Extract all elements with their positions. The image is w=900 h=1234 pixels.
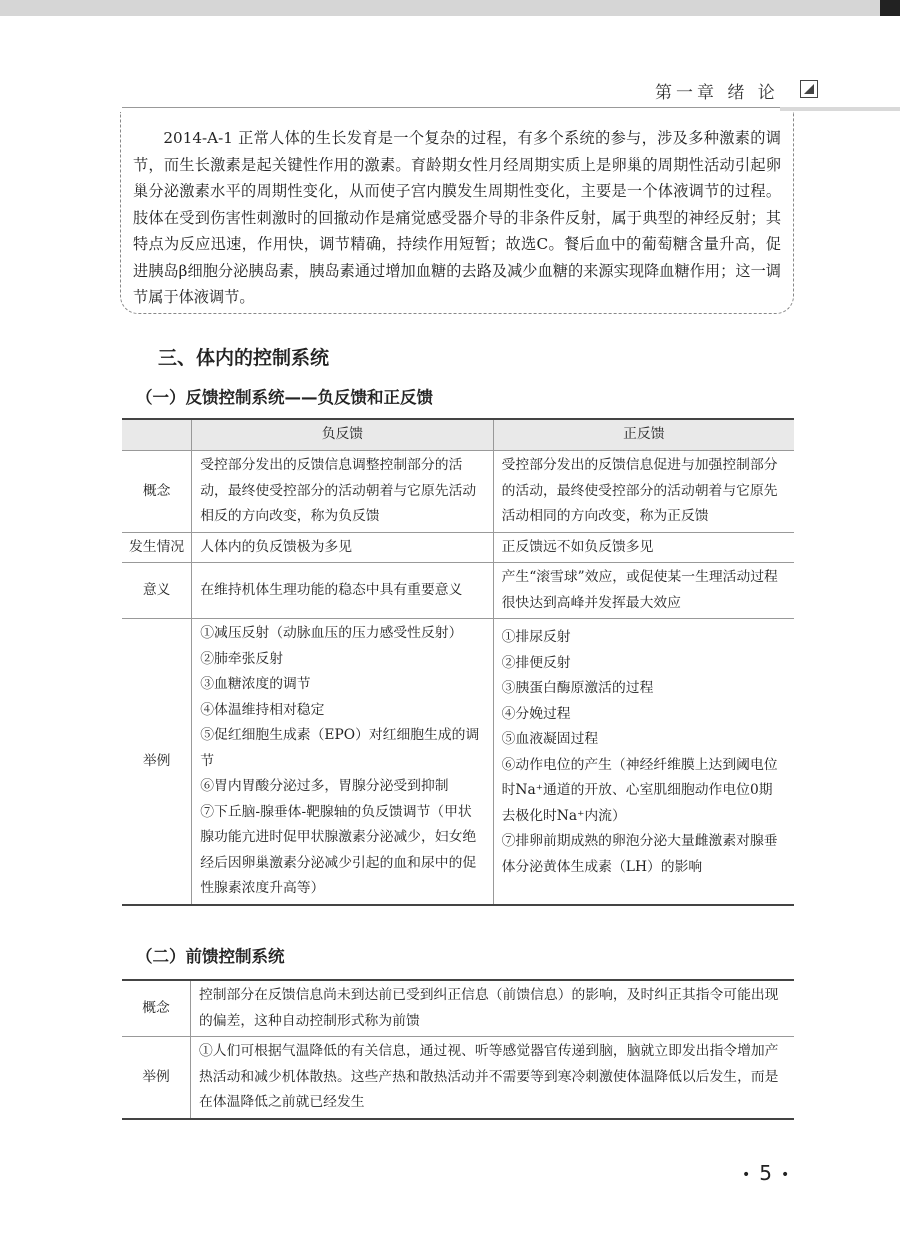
list-item: ⑥动作电位的产生（神经纤维膜上达到阈电位时Na⁺通道的开放、心室肌细胞动作电位0期去极化时Na⁺内流） bbox=[501, 756, 778, 824]
negative-examples-list bbox=[200, 621, 484, 902]
positive-examples-list bbox=[502, 625, 786, 880]
explanation-text: 2014-A-1 正常人体的生长发育是一个复杂的过程，有多个系统的参与，涉及多种激素的调节，而生长激素是起关键性作用的激素。育龄期女性月经周期实质上是卵巢的周期性活动引起卵巢分泌激素水平的周期性变化，从而使子宫内膜发生周期性变化，主要是一个体液调节的过程。肢体在受到伤害性刺激时的回撤动作是痛觉感受器介导的非条件反射，属于典型的神经反射；其特点为反应迅速，作用快，调节精确，持续作用短暂；故选C。餐后血中的葡萄糖含量升高，促进胰岛β细胞分泌胰岛素，胰岛素通过增加血糖的去路及减少血糖的来源实现降血糖作用；这一调节属于体液调节。 bbox=[133, 129, 781, 306]
feedforward-subheading: （二）前馈控制系统 bbox=[136, 947, 285, 966]
row-label-concept: 概念 bbox=[122, 451, 192, 533]
positive-occurrence-text: 正反馈远不如负反馈多见 bbox=[493, 532, 794, 563]
positive-examples-cell bbox=[493, 619, 794, 905]
list-item: ③血糖浓度的调节 bbox=[200, 676, 311, 692]
page-dot-left: • bbox=[742, 1166, 751, 1183]
list-item: ④分娩过程 bbox=[501, 705, 571, 722]
list-item: ⑥胃内胃酸分泌过多，胃腺分泌受到抑制 bbox=[200, 778, 449, 794]
table-row-ff-example bbox=[122, 1037, 794, 1119]
list-item: ②排便反射 bbox=[501, 654, 571, 671]
table-row-concept bbox=[122, 451, 794, 533]
table-row-ff-concept bbox=[122, 980, 794, 1037]
page-dot-right: • bbox=[781, 1166, 790, 1183]
feedforward-concept-text: 控制部分在反馈信息尚未到达前已受到纠正信息（前馈信息）的影响，及时纠正其指令可能出现的偏差，这种自动控制形式称为前馈 bbox=[191, 980, 795, 1037]
list-item: ⑤促红细胞生成素（EPO）对红细胞生成的调节 bbox=[200, 727, 480, 769]
chapter-title: 第一章 绪 论 bbox=[655, 83, 779, 103]
header-negative-feedback: 负反馈 bbox=[192, 419, 493, 451]
list-item: ⑦下丘脑-腺垂体-靶腺轴的负反馈调节（甲状腺功能亢进时促甲状腺激素分泌减少，妇女绝经后因卵巢激素分泌减少引起的血和尿中的促性腺素浓度升高等） bbox=[200, 803, 477, 896]
feedback-subheading: （一）反馈控制系统——负反馈和正反馈 bbox=[136, 388, 433, 407]
list-item: ②肺牵张反射 bbox=[200, 650, 284, 667]
page-number bbox=[733, 1161, 795, 1185]
header-cell-empty bbox=[122, 419, 192, 451]
chapter-corner-icon bbox=[800, 80, 818, 98]
feedforward-example-text: ①人们可根据气温降低的有关信息，通过视、听等感觉器官传递到脑，脑就立即发出指令增加产热活动和减少机体散热。这些产热和散热活动并不需要等到寒冷刺激使体温降低以后发生，而是在体温降低之前就已经发生 bbox=[191, 1037, 795, 1119]
top-corner-mark bbox=[880, 0, 900, 16]
table-row-examples bbox=[122, 619, 794, 905]
section-heading: 三、体内的控制系统 bbox=[158, 347, 330, 369]
list-item: ⑦排卵前期成熟的卵泡分泌大量雌激素对腺垂体分泌黄体生成素（LH）的影响 bbox=[501, 833, 778, 875]
list-item: ⑤血液凝固过程 bbox=[501, 731, 599, 747]
row-label-ff-example: 举例 bbox=[122, 1037, 191, 1119]
list-item: ①排尿反射 bbox=[501, 629, 571, 645]
table-header-row bbox=[122, 419, 794, 451]
negative-significance-text: 在维持机体生理功能的稳态中具有重要意义 bbox=[192, 563, 493, 619]
list-item: ③胰蛋白酶原激活的过程 bbox=[501, 680, 654, 696]
negative-examples-cell bbox=[192, 619, 493, 905]
row-label-examples: 举例 bbox=[122, 619, 192, 905]
table-row-occurrence bbox=[122, 532, 794, 563]
table-row-significance bbox=[122, 563, 794, 619]
top-gray-bar bbox=[0, 0, 880, 16]
list-item: ①减压反射（动脉血压的压力感受性反射） bbox=[200, 625, 463, 641]
positive-concept-text: 受控部分发出的反馈信息促进与加强控制部分的活动，最终使受控部分的活动朝着与它原先活动相同的方向改变，称为正反馈 bbox=[493, 451, 794, 533]
row-label-occurrence: 发生情况 bbox=[122, 532, 192, 563]
row-label-significance: 意义 bbox=[122, 563, 192, 619]
feedback-table bbox=[122, 418, 794, 906]
negative-occurrence-text: 人体内的负反馈极为多见 bbox=[192, 532, 493, 563]
header-band bbox=[780, 107, 900, 111]
negative-concept-text: 受控部分发出的反馈信息调整控制部分的活动，最终使受控部分的活动朝着与它原先活动相反的方向改变，称为负反馈 bbox=[192, 451, 493, 533]
page-number-value: 5 bbox=[759, 1161, 772, 1185]
header-positive-feedback: 正反馈 bbox=[493, 419, 794, 451]
feedforward-table bbox=[122, 979, 794, 1120]
row-label-ff-concept: 概念 bbox=[122, 980, 191, 1037]
list-item: ④体温维持相对稳定 bbox=[200, 701, 325, 718]
positive-significance-text: 产生“滚雪球”效应，或促使某一生理活动过程很快达到高峰并发挥最大效应 bbox=[493, 563, 794, 619]
